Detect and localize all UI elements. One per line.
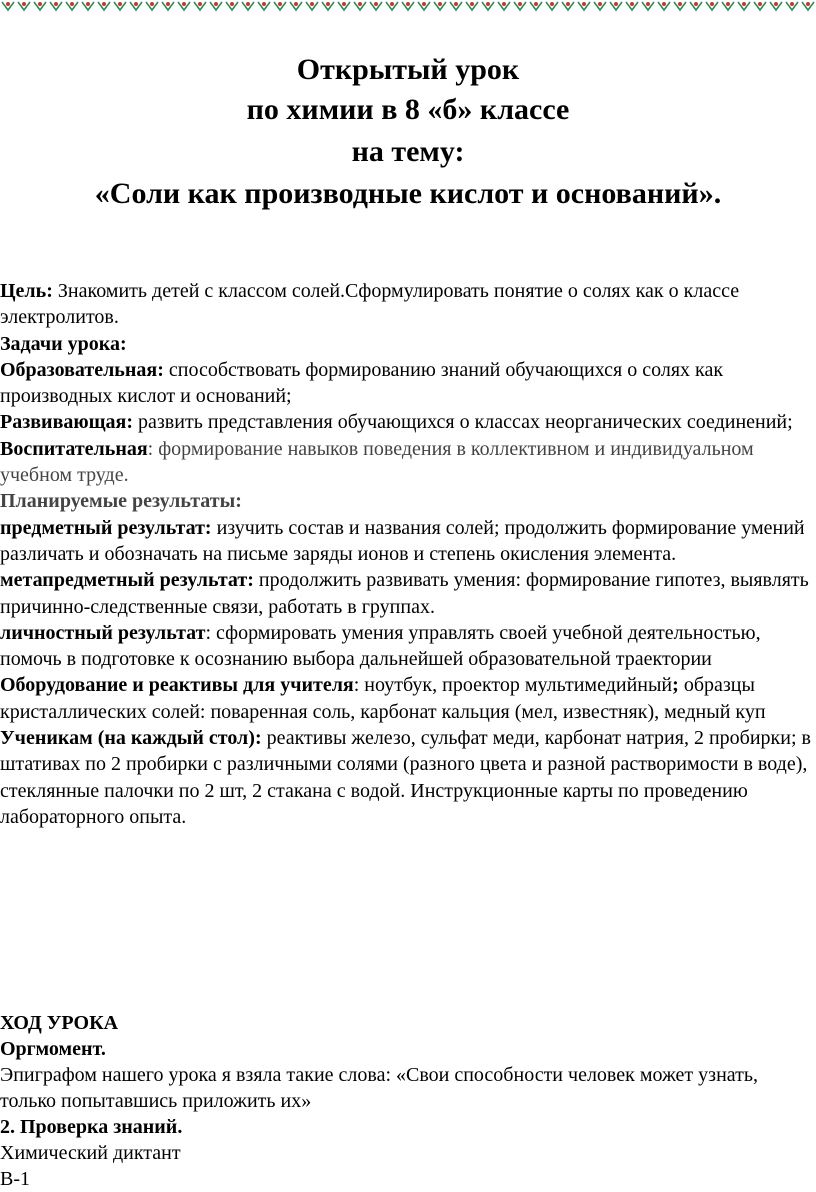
knowledge-check-label: 2. Проверка знаний. (0, 1116, 183, 1138)
educational-task (0, 357, 816, 410)
epigraph-text: Эпиграфом нашего урока я взяла такие слова: «Свои способности человек может узнать, только попытавшись приложить их» (0, 1064, 758, 1112)
goal-label: Цель: (0, 280, 53, 302)
lesson-progress-heading: ХОД УРОКА (0, 1012, 119, 1034)
upbringing-text: : формирование навыков поведения в коллективном и индивидуальном учебном труде. (0, 437, 754, 487)
teacher-equipment-label: Оборудование и реактивы для учителя (0, 674, 354, 697)
meta-result-label: метапредметный результат: (0, 569, 254, 592)
meta-result-text: продолжить развивать умения: формирование гипотез, выявлять причинно-следственные связи, работать в группах. (0, 569, 809, 618)
developing-text: развить представления обучающихся о классах неорганических соединений; (133, 411, 793, 434)
title-line-3: на тему: (351, 135, 465, 168)
title-line-2: по химии в 8 «б» классе (246, 93, 570, 126)
tasks-heading: Задачи урока: (0, 332, 127, 355)
teacher-equipment-semicolon: ; (672, 674, 679, 697)
teacher-equipment (0, 672, 816, 725)
goal-text: Знакомить детей с классом солей.Сформулировать понятие о солях как о классе электролитов. (0, 280, 740, 329)
meta-result (0, 567, 816, 620)
developing-label: Развивающая: (0, 411, 134, 434)
lesson-progress-section (0, 1010, 816, 1192)
title-line-4: «Соли как производные кислот и оснований». (94, 177, 722, 210)
upbringing-label: Воспитательная (0, 437, 148, 460)
dictation-label: Химический диктант (0, 1142, 181, 1164)
upbringing-task (0, 436, 816, 489)
developing-task (0, 409, 816, 435)
variant-label: В-1 (0, 1168, 30, 1190)
students-equipment-text: реактивы железо, сульфат меди, карбонат натрия, 2 пробирки; в штативах по 2 пробирки с различными солями (разного цвета и разной растворимости в воде), стеклянные палочки по 2 шт, 2 стакана с водой. Инструкционные карты по проведению лабораторного опыта. (0, 727, 811, 828)
subject-result-text: изучить состав и названия солей; продолжить формирование умений различать и обозначать на письме заряды ионов и степень окисления элемента. (0, 516, 805, 565)
teacher-equipment-text-b: образцы кристаллических солей: поваренная соль, карбонат кальция (мел, известняк), медный куп (0, 674, 766, 723)
subject-result-label: предметный результат: (0, 516, 212, 539)
students-equipment (0, 725, 816, 830)
title-line-1: Открытый урок (296, 53, 520, 86)
subject-result (0, 515, 816, 568)
results-heading: Планируемые результаты: (0, 490, 242, 513)
personal-result (0, 620, 816, 673)
educational-text: способствовать формированию знаний обучающихся о солях как производных кислот и оснований; (0, 358, 724, 408)
personal-result-label: личностный результат (0, 621, 206, 644)
goal-paragraph (0, 278, 816, 331)
lesson-plan-body (0, 278, 816, 830)
educational-label: Образовательная: (0, 358, 164, 381)
org-moment-label: Оргмомент. (0, 1038, 106, 1060)
decorative-border-icon (0, 0, 816, 14)
teacher-equipment-text-a: : ноутбук, проектор мультимедийный (353, 674, 673, 697)
students-equipment-label: Ученикам (на каждый стол): (0, 727, 262, 750)
personal-result-text: : сформировать умения управлять своей учебной деятельностью, помочь в подготовке к осознанию выбора дальнейшей образовательной траектории (0, 621, 761, 671)
